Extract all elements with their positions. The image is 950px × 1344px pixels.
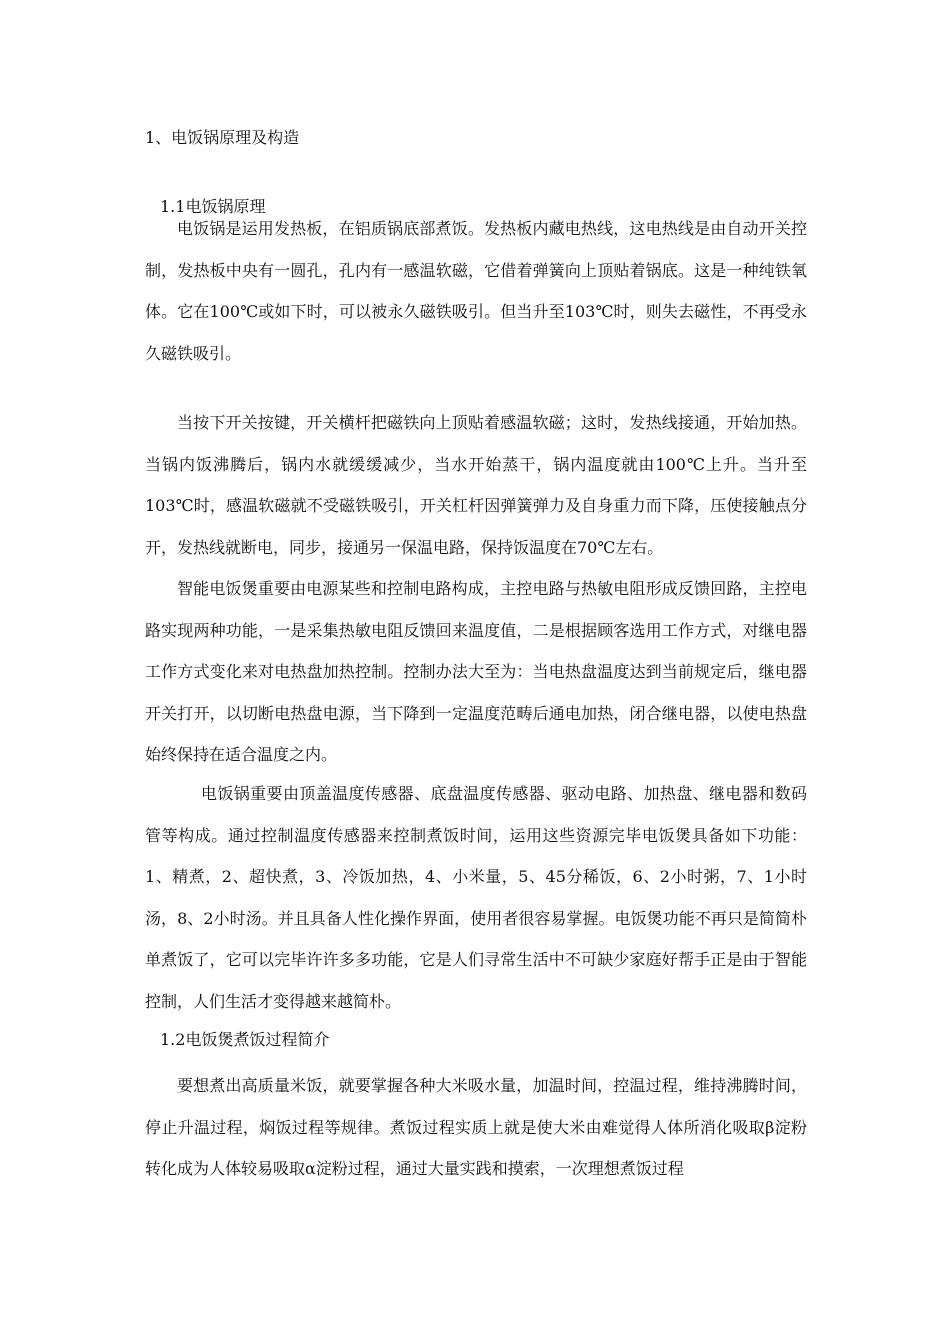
paragraph: 要想煮出高质量米饭，就要掌握各种大米吸水量，加温时间，控温过程，维持沸腾时间，停止升温过程，焖饭过程等规律。煮饭过程实质上就是使大米由难觉得人体所消化吸取β淀粉转化成为人体较易吸取α淀粉过程，通过大量实践和摸索，一次理想煮饭过程: [145, 1076, 807, 1178]
subsection-title-2: 1.2电饭煲煮饭过程简介: [160, 1030, 330, 1049]
paragraph: 电饭锅重要由顶盖温度传感器、底盘温度传感器、驱动电路、加热盘、继电器和数码管等构成。通过控制温度传感器来控制煮饭时间，运用这些资源完毕电饭煲具备如下功能：1、精煮，2、超快煮，3、冷饭加热，4、小米量，5、45分稀饭，6、2小时粥，7、1小时汤，8、2小时汤。并且具备人性化操作界面，使用者很容易掌握。电饭煲功能不再只是简简朴单煮饭了，它可以完毕许许多多功能，它是人们寻常生活中不可缺少家庭好帮手正是由于智能控制，人们生活才变得越来越简朴。: [145, 784, 807, 1011]
paragraph: 电饭锅是运用发热板，在铝质锅底部煮饭。发热板内藏电热线，这电热线是由自动开关控制，发热板中央有一圆孔，孔内有一感温软磁，它借着弹簧向上顶贴着锅底。这是一种纯铁氧体。它在100℃或如下时，可以被永久磁铁吸引。但当升至103℃时，则失去磁性，不再受永久磁铁吸引。: [145, 219, 807, 363]
section-title: 1、电饭锅原理及构造: [145, 128, 300, 147]
paragraph: 当按下开关按键，开关横杆把磁铁向上顶贴着感温软磁；这时，发热线接通，开始加热。当锅内饭沸腾后，锅内水就缓缓减少，当水开始蒸干，锅内温度就由100℃上升。当升至103℃时，感温软磁就不受磁铁吸引，开关杠杆因弹簧弹力及自身重力而下降，压使接触点分开，发热线就断电，同步，接通另一保温电路，保持饭温度在70℃左右。: [145, 413, 807, 557]
subsection-title-1: 1.1电饭锅原理: [160, 197, 266, 216]
paragraph: 智能电饭煲重要由电源某些和控制电路构成，主控电路与热敏电阻形成反馈回路，主控电路实现两种功能，一是采集热敏电阻反馈回来温度值，二是根据顾客选用工作方式，对继电器工作方式变化来对电热盘加热控制。控制办法大至为：当电热盘温度达到当前规定后，继电器开关打开，以切断电热盘电源，当下降到一定温度范畴后通电加热，闭合继电器，以使电热盘始终保持在适合温度之内。: [145, 579, 807, 764]
